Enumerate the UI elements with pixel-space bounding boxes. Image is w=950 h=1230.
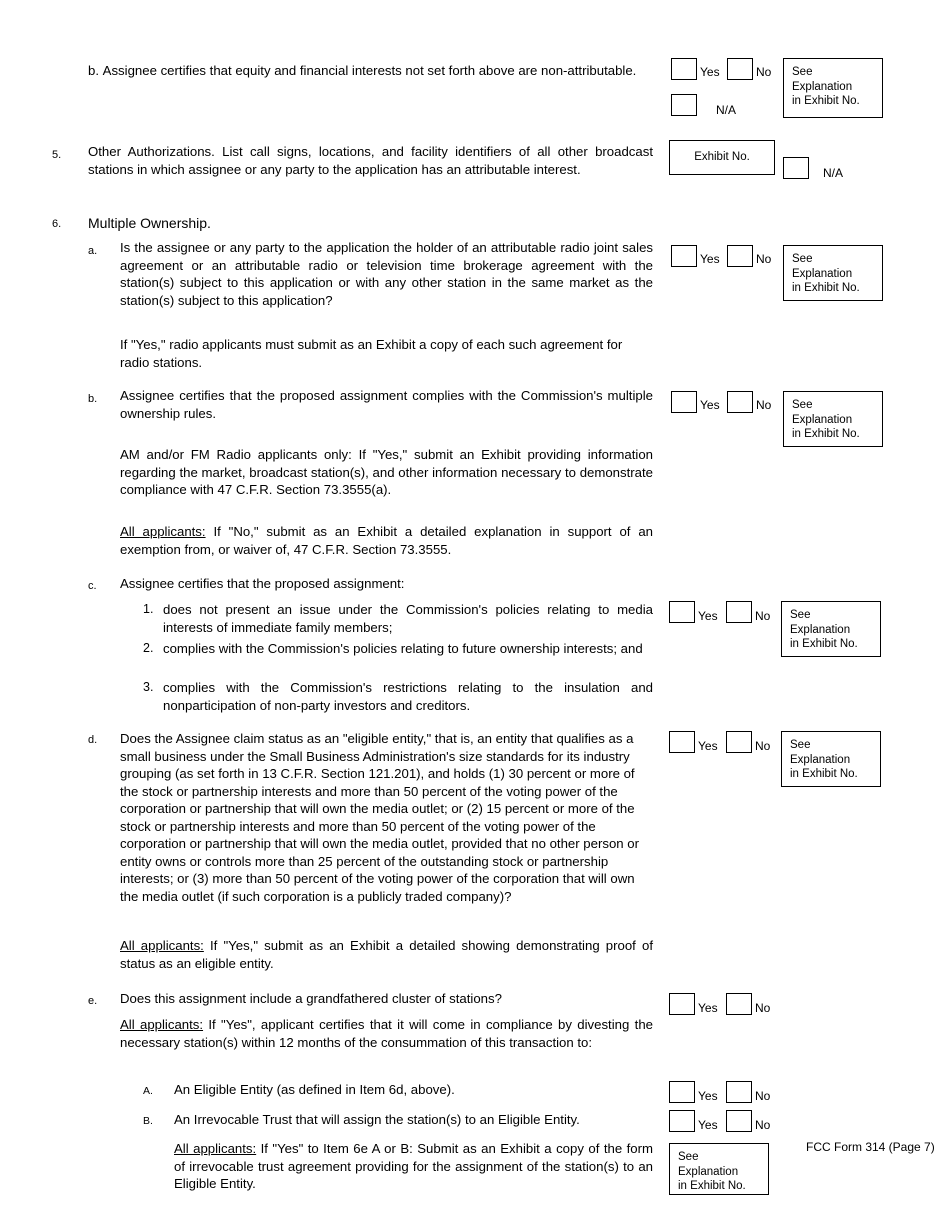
item-6c-letter: c.: [88, 580, 97, 592]
item-6c-list-2-text: complies with the Commission's policies relating to future ownership interests; and: [163, 641, 643, 656]
item-6e-no-label: No: [755, 1001, 771, 1015]
item-6b-no-checkbox[interactable]: [727, 391, 753, 413]
item-6e-a-no-checkbox[interactable]: [726, 1081, 752, 1103]
item-6a-yes-checkbox[interactable]: [671, 245, 697, 267]
item-6d-exhibit-box[interactable]: [781, 731, 881, 787]
item-6b-note2-text: If "No," submit as an Exhibit a detailed explanation in support of an exemption from, or waiver of, 47 C.F.R. Section 73.3555.: [120, 524, 653, 557]
item-6e-final-note: [174, 1140, 653, 1193]
item-6e-b-yes-label: Yes: [698, 1118, 718, 1132]
item-6d-note-underline: All applicants:: [120, 938, 204, 953]
item-6b-text: Assignee certifies that the proposed assignment complies with the Commission's multiple ownership rules.: [120, 388, 653, 421]
item-6e-sub-a-letter: A.: [143, 1085, 153, 1097]
item-6e-a-no-label: No: [755, 1089, 771, 1103]
item-6d-note: [120, 937, 653, 972]
item-5-na-checkbox[interactable]: [783, 157, 809, 179]
item-6e-exhibit-box[interactable]: [669, 1143, 769, 1195]
item-6e-a-yes-label: Yes: [698, 1089, 718, 1103]
item-6e-b-no-label: No: [755, 1118, 771, 1132]
item-4b-yes-label: Yes: [700, 65, 720, 79]
item-6a-no-checkbox[interactable]: [727, 245, 753, 267]
in-exhibit-no-label: in Exhibit No.: [790, 768, 858, 781]
item-6e-text: Does this assignment include a grandfathered cluster of stations?: [120, 991, 502, 1006]
in-exhibit-no-label: in Exhibit No.: [790, 638, 858, 651]
in-exhibit-no-label: in Exhibit No.: [792, 95, 860, 108]
item-6e-note-underline: All applicants:: [120, 1017, 204, 1032]
item-6b-yes-label: Yes: [700, 398, 720, 412]
item-6d-no-label: No: [755, 739, 771, 753]
item-6a-letter: a.: [88, 245, 98, 257]
item-6a-text: Is the assignee or any party to the application the holder of an attributable radio joint sales agreement or an attributable radio or television time brokerage agreement with the station(s) subject to this application or with any other station in the same market as the station(s) subject to this application?: [120, 240, 653, 308]
item-4b-no-label: No: [756, 65, 772, 79]
item-5-text: Other Authorizations. List call signs, locations, and facility identifiers of all other broadcast stations in which assignee or any party to the application has an attributable interest.: [88, 144, 653, 177]
item-6d-letter: d.: [88, 734, 98, 746]
item-6b-no-label: No: [756, 398, 772, 412]
item-6c-no-checkbox[interactable]: [726, 601, 752, 623]
item-6d-text: Does the Assignee claim status as an "eligible entity," that is, an entity that qualifies as a small business under the Small Business Administration's size standards for its industry grouping (as set forth in 13 C.F.R. Section 121.201), and holds (1) 30 percent or more of the stock or partnership interests and more than 50 percent of the voting power of the corporation or partnership that will own the media outlet; or (2) 15 percent or more of the stock or partnership interests and more than 50 percent of the voting power of the corporation or partnership that will own the media outlet, provided that no other person or entity owns or controls more than 25 percent of the outstanding stock or partnership interests; or (3) more than 50 percent of the voting power of the corporation that will own the media outlet (if such corporation is a publicly traded company)?: [120, 731, 640, 904]
item-6b-note1: AM and/or FM Radio applicants only: If "Yes," submit an Exhibit providing information regarding the market, broadcast station(s), and other information necessary to demonstrate compliance with 47 C.F.R. Section 73.3555(a).: [120, 447, 653, 498]
see-explanation-label: See Explanation: [792, 399, 853, 426]
item-6c-list-1-text: does not present an issue under the Commission's policies relating to media interests of immediate family members;: [163, 602, 653, 635]
item-4b-yes-checkbox[interactable]: [671, 58, 697, 80]
item-5-exhibit-box[interactable]: [669, 140, 775, 175]
item-6d-no-checkbox[interactable]: [726, 731, 752, 753]
item-4b-no-checkbox[interactable]: [727, 58, 753, 80]
item-6e-no-checkbox[interactable]: [726, 993, 752, 1015]
item-4b-na-label: N/A: [716, 103, 737, 117]
item-6e-yes-label: Yes: [698, 1001, 718, 1015]
item-6a-note: If "Yes," radio applicants must submit as an Exhibit a copy of each such agreement for radio stations.: [120, 337, 623, 370]
see-explanation-label: See Explanation: [792, 253, 853, 280]
item-6e-letter: e.: [88, 995, 98, 1007]
in-exhibit-no-label: in Exhibit No.: [792, 282, 860, 295]
item-6c-list-1-num: 1.: [143, 602, 154, 616]
item-6c-text: Assignee certifies that the proposed assignment:: [120, 576, 405, 591]
see-explanation-label: See Explanation: [790, 739, 851, 766]
item-6c-list-3-num: 3.: [143, 680, 154, 694]
item-6b-yes-checkbox[interactable]: [671, 391, 697, 413]
item-6b-letter: b.: [88, 393, 98, 405]
item-6a-no-label: No: [756, 252, 772, 266]
exhibit-no-label: Exhibit No.: [694, 151, 750, 163]
item-6c-exhibit-box[interactable]: [781, 601, 881, 657]
item-6c-list-2-num: 2.: [143, 641, 154, 655]
item-6-title: Multiple Ownership.: [88, 215, 211, 231]
see-explanation-label: See Explanation: [790, 609, 851, 636]
item-6e-sub-a-text: An Eligible Entity (as defined in Item 6d, above).: [174, 1082, 455, 1097]
item-4b-exhibit-box[interactable]: [783, 58, 883, 118]
see-explanation-label: See Explanation: [792, 66, 853, 93]
item-6c-list-3-text: complies with the Commission's restrictions relating to the insulation and nonparticipation of non-party investors and creditors.: [163, 680, 653, 713]
in-exhibit-no-label: in Exhibit No.: [678, 1180, 746, 1193]
see-explanation-label: See Explanation: [678, 1151, 739, 1178]
item-6b-note2: [120, 523, 653, 558]
item-6b-exhibit-box[interactable]: [783, 391, 883, 447]
item-4b-na-checkbox[interactable]: [671, 94, 697, 116]
item-6e-final-underline: All applicants:: [174, 1141, 257, 1156]
item-6d-yes-label: Yes: [698, 739, 718, 753]
item-6c-no-label: No: [755, 609, 771, 623]
item-6a-yes-label: Yes: [700, 252, 720, 266]
item-6d-yes-checkbox[interactable]: [669, 731, 695, 753]
item-4b-letter: b.: [88, 63, 99, 78]
item-6e-sub-b-letter: B.: [143, 1115, 153, 1127]
item-6d-note-text: If "Yes," submit as an Exhibit a detailed showing demonstrating proof of status as an eligible entity.: [120, 938, 653, 971]
item-6e-b-yes-checkbox[interactable]: [669, 1110, 695, 1132]
form-footer: FCC Form 314 (Page 7): [806, 1140, 935, 1154]
item-5-number: 5.: [52, 149, 62, 161]
in-exhibit-no-label: in Exhibit No.: [792, 428, 860, 441]
item-5-na-label: N/A: [823, 166, 844, 180]
item-6e-b-no-checkbox[interactable]: [726, 1110, 752, 1132]
item-6c-yes-checkbox[interactable]: [669, 601, 695, 623]
item-6c-yes-label: Yes: [698, 609, 718, 623]
item-6a-exhibit-box[interactable]: [783, 245, 883, 301]
item-6e-final-text: If "Yes" to Item 6e A or B: Submit as an Exhibit a copy of the form of irrevocable trust agreement providing for the assignment of the station(s) to an Eligible Entity.: [174, 1141, 653, 1192]
item-6e-a-yes-checkbox[interactable]: [669, 1081, 695, 1103]
item-6e-note: [120, 1016, 653, 1051]
item-4b-text: Assignee certifies that equity and financial interests not set forth above are non-attributable.: [102, 63, 637, 78]
item-6e-note-text: If "Yes", applicant certifies that it will come in compliance by divesting the necessary station(s) within 12 months of the consummation of this transaction to:: [120, 1017, 653, 1050]
item-6e-yes-checkbox[interactable]: [669, 993, 695, 1015]
item-6-number: 6.: [52, 218, 62, 230]
item-6e-sub-b-text: An Irrevocable Trust that will assign the station(s) to an Eligible Entity.: [174, 1112, 580, 1127]
item-6b-note2-underline: All applicants:: [120, 524, 206, 539]
